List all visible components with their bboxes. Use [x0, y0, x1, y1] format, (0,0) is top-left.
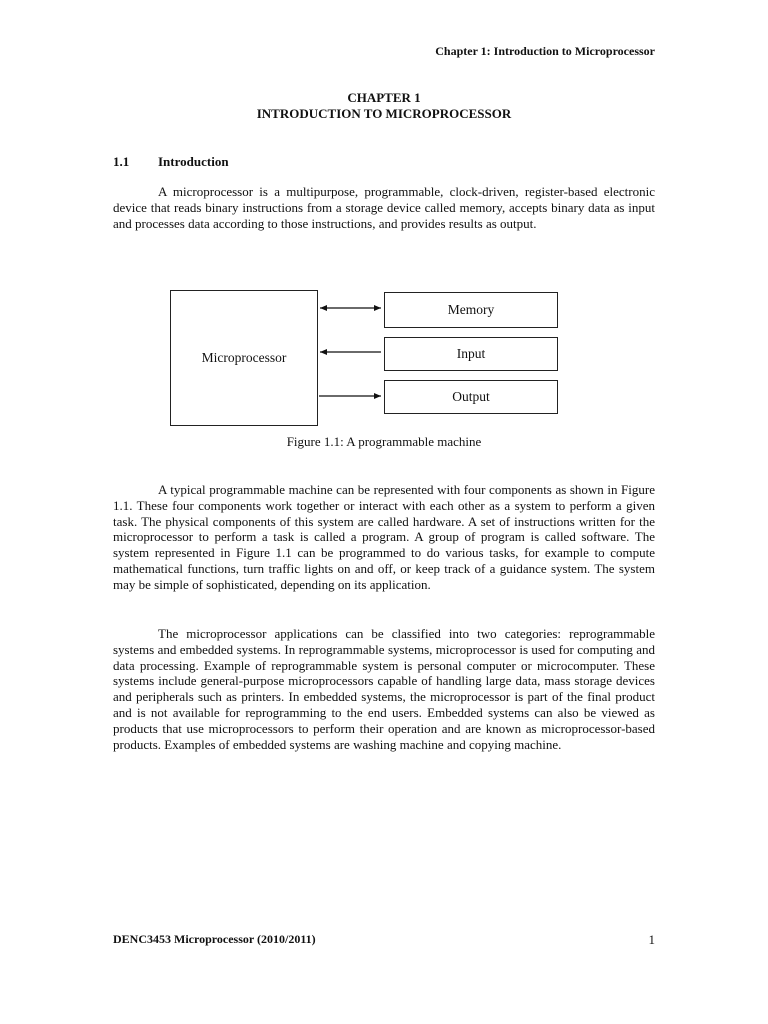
footer-course: DENC3453 Microprocessor (2010/2011) — [113, 932, 316, 946]
chapter-number: CHAPTER 1 — [347, 90, 421, 105]
memory-block: Memory — [384, 292, 558, 328]
figure-caption: Figure 1.1: A programmable machine — [286, 434, 482, 449]
page-number: 1 — [648, 932, 655, 947]
output-block: Output — [384, 380, 558, 414]
running-header: Chapter 1: Introduction to Microprocessor — [435, 44, 655, 58]
chapter-title — [0, 90, 768, 122]
input-block: Input — [384, 337, 558, 371]
section-title: Introduction — [158, 154, 229, 169]
section-heading — [113, 154, 229, 170]
paragraph-definition: A microprocessor is a multipurpose, programmable, clock-driven, register-based electronic device that reads binary instructions from a storage device called memory, accepts binary data as input and processes data according to those instructions, and provides results as output. — [113, 184, 655, 231]
chapter-name: INTRODUCTION TO MICROPROCESSOR — [256, 106, 512, 121]
paragraph-programmable-machine: A typical programmable machine can be represented with four components as shown in Figure 1.1. These four components work together or interact with each other as a system to perform a given task. The physical components of this system are called hardware. A set of instructions written for the microprocessor to perform a task is called a program. A group of program is called software. The system represented in Figure 1.1 can be programmed to do various tasks, for example to compute mathematical functions, turn traffic lights on and off, or keep track of a guidance system. The system may be simple of sophisticated, depending on its application. — [113, 482, 655, 592]
paragraph-applications: The microprocessor applications can be classified into two categories: reprogrammable systems and embedded systems. In reprogrammable systems, microprocessor is used for computing and data processing. Example of reprogrammable system is personal computer or microcomputer. These systems include general-purpose microprocessors capable of handling large data, mass storage devices and peripherals such as printers. In embedded systems, the microprocessor is part of the final product and is not available for reprogramming to the end users. Embedded systems can also be viewed as products that use microprocessors to perform their operation and are known as microprocessor-based products. Examples of embedded systems are washing machine and copying machine. — [113, 626, 655, 752]
microprocessor-block: Microprocessor — [170, 290, 318, 426]
section-number: 1.1 — [113, 154, 130, 169]
